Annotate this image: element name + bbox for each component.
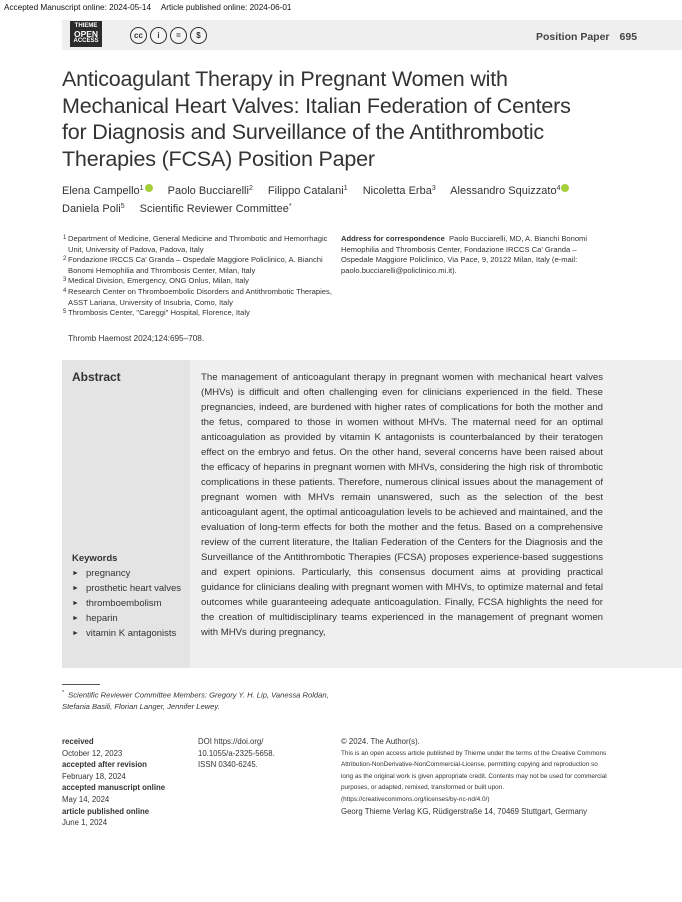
license-block xyxy=(341,736,611,817)
abstract-text: The management of anticoagulant therapy in pregnant women with mechanical heart valves (MHVs) is difficult and often challenging even for clinicians experienced in the field. These pregnancies, indeed, are burdened with higher rates of complications for both the mother and the fetus, compared to those in women without MHVs. The maternal need for an optimal anticoagulation as provided by vitamin K antagonists is counterbalanced by their teratogen effect on the embryo and fetus. On the other hand, several concerns have been raised about the efficacy of heparins in pregnant women with MHVs, considering the high risk of thrombotic complications in these patients. Therefore, numerous clinical issues about the management of pregnant women with MHVs remain unanswered, such as the selection of the best anticoagulant agent, the optimal anticoagulation levels to be achieved and maintained, and the evaluation of long-term effects for both the mother and the fetus. Based on a comprehensive review of the current literature, the Italian Federation of the Centers for the Diagnosis and the Surveillance of the Antithrombotic Therapies (FCSA) proposes experience-based suggestions and expert opinions. Particularly, this consensus document aims at providing practical guidance for clinicians dealing with pregnant women with MHVs, to optimize maternal and fetal outcomes while guaranteeing adequate anticoagulation. Finally, FCSA highlights the need for the creation of multidisciplinary teams experienced in the management of pregnant women with MHVs during pregnancy, xyxy=(201,372,603,638)
cc-icon: cc xyxy=(130,27,147,44)
published-stamp: Article published online: 2024-06-01 xyxy=(160,3,292,12)
thieme-open-access-logo: THIEME OPEN ACCESS xyxy=(70,21,102,47)
author: Nicoletta Erba$^3$ xyxy=(362,185,436,197)
date-value: May 14, 2024 xyxy=(62,794,110,804)
nd-icon: = xyxy=(170,27,187,44)
keyword-item: ► prosthetic heart valves xyxy=(72,581,192,596)
keyword-item: ► pregnancy xyxy=(72,566,192,581)
keyword-item: ► heparin xyxy=(72,611,192,626)
running-header xyxy=(536,31,637,43)
article-title: Anticoagulant Therapy in Pregnant Women with Mechanical Heart Valves: Italian Federation of Centers for Diagnosis and Surveillance of the Antithrombotic Therapies (FCSA) Position Paper xyxy=(62,67,571,171)
journal-citation: Thromb Haemost 2024;124:695–708. xyxy=(68,334,205,343)
author: Elena Campello$^1$ xyxy=(62,185,153,197)
keyword-item: ► thromboembolism xyxy=(72,596,192,611)
author: Scientific Reviewer Committee* xyxy=(139,203,292,215)
date-value: October 12, 2023 xyxy=(62,748,123,758)
author-list xyxy=(62,182,622,218)
date-value: February 18, 2024 xyxy=(62,771,126,781)
date-value: June 1, 2024 xyxy=(62,818,108,828)
publisher-address: Georg Thieme Verlag KG, Rüdigerstraße 14, 70469 Stuttgart, Germany xyxy=(341,806,588,816)
doi-value[interactable]: 10.1055/a-2325-5658. xyxy=(198,748,275,758)
issn: ISSN 0340-6245. xyxy=(198,760,258,770)
affiliation: 2 Fondazione IRCCS Ca' Granda – Ospedale Maggiore Policlinico, A. Bianchi Bonomi Hemophilia and Thrombosis Center, Milan, Italy xyxy=(63,255,323,275)
footnote: * Scientific Reviewer Committee Members: Gregory Y. H. Lip, Vanessa Roldan, Stefania Basili, Florian Langer, Jennifer Lewey. xyxy=(62,690,329,712)
keywords-list xyxy=(72,566,192,641)
keyword-item: ► vitamin K antagonists xyxy=(72,626,192,641)
keywords-heading: Keywords xyxy=(72,553,118,564)
doi-block xyxy=(198,736,328,771)
author: Daniela Poli$^5$ xyxy=(62,203,125,215)
by-icon: i xyxy=(150,27,167,44)
author: Filippo Catalani$^1$ xyxy=(267,185,348,197)
author: Alessandro Squizzato$^4$ xyxy=(450,185,569,197)
affiliation: 1 Department of Medicine, General Medicine and Thrombotic and Hemorrhagic Unit, University of Padova, Padova, Italy xyxy=(63,234,328,254)
nc-icon: $ xyxy=(190,27,207,44)
correspondence-address xyxy=(341,234,611,276)
affiliation: 5 Thrombosis Center, "Careggi" Hospital, Florence, Italy xyxy=(63,308,250,318)
author: Paolo Bucciarelli$^2$ xyxy=(167,185,253,197)
date-label: accepted manuscript online xyxy=(62,783,166,793)
page-number: 695 xyxy=(619,31,638,43)
copyright: © 2024. The Author(s). xyxy=(341,737,420,746)
affiliations xyxy=(63,234,333,319)
date-label: article published online xyxy=(62,806,150,816)
date-label: accepted after revision xyxy=(62,760,147,770)
manuscript-stamp xyxy=(0,0,682,16)
correspondence-text: Paolo Bucciarelli, MD, A. Bianchi Bonomi Hemophilia and Thrombosis Center, Fondazione IRCCS Ca' Granda – Ospedale Maggiore Policlinico, Via Pace, 9, 20122 Milan, Italy (e-mail: paolo.bucciarelli@policlinico.mi.it). xyxy=(341,234,588,275)
orcid-icon[interactable] xyxy=(561,184,569,192)
license-icons xyxy=(130,27,207,44)
date-label: received xyxy=(62,737,94,746)
license-text: This is an open access article published by Thieme under the terms of the Creative Commons Attribution-NonDerivative-NonCommercial-License, permitting copying and reproduction so long as the original work is given appropriate credit. Contents may not be used for commercial purposes, or adapted, remixed, transformed or built upon. (https://creativecommons.org/licenses/by-nc-nd/4.0/) xyxy=(341,749,607,803)
affiliation: 3 Medical Division, Emergency, ONG Onlus, Milan, Italy xyxy=(63,276,249,286)
correspondence-label: Address for correspondence xyxy=(341,234,445,243)
footnote-rule xyxy=(62,684,100,685)
affiliation: 4 Research Center on Thromboembolic Disorders and Antithrombotic Therapies, ASST Lariana, University of Insubria, Como, Italy xyxy=(63,286,332,307)
accepted-stamp: Accepted Manuscript online: 2024-05-14 xyxy=(4,3,152,12)
doi-line[interactable]: DOI https://doi.org/ xyxy=(198,737,264,746)
article-dates xyxy=(62,736,192,829)
section-label: Position Paper xyxy=(536,31,610,43)
orcid-icon[interactable] xyxy=(145,184,153,192)
abstract-heading: Abstract xyxy=(72,370,121,384)
